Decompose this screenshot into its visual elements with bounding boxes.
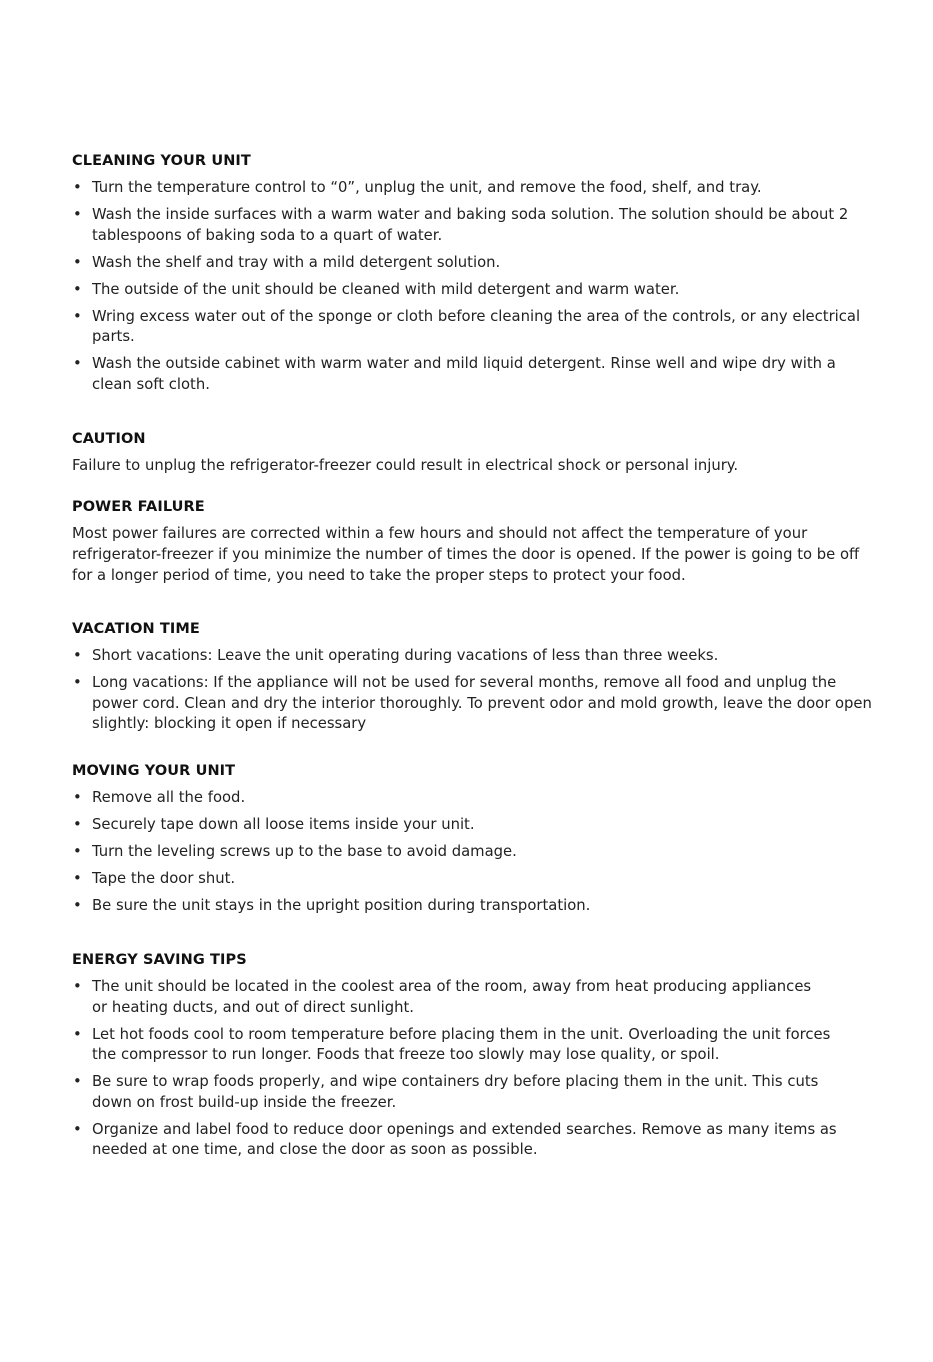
heading-moving-your-unit: MOVING YOUR UNIT <box>72 763 236 779</box>
list-item-text: Long vacations: If the appliance will not be used for several months, remove all food and unplug the power cord. Clean and dry the interior thoroughly. To prevent odor and mold growth, leave the door open slightly: blocking it open if necessary <box>92 674 872 732</box>
list-item-text: The unit should be located in the coolest area of the room, away from heat producing appliances or heating ducts, and out of direct sunlight. <box>92 978 812 1016</box>
heading-vacation-time: VACATION TIME <box>72 621 200 637</box>
bullet-icon: • <box>73 355 82 372</box>
list-item-text: Short vacations: Leave the unit operating during vacations of less than three weeks. <box>92 647 719 664</box>
bullet-icon: • <box>73 789 82 806</box>
heading-power-failure: POWER FAILURE <box>72 499 205 515</box>
heading-caution: CAUTION <box>72 431 146 447</box>
list-item <box>72 1025 858 1066</box>
moving-list <box>72 788 872 917</box>
list-item <box>72 646 872 667</box>
section-moving-your-unit <box>72 761 872 923</box>
list-item-text: Wring excess water out of the sponge or cloth before cleaning the area of the controls, or any electrical parts. <box>92 307 861 345</box>
vacation-list <box>72 646 872 735</box>
list-item <box>72 896 872 917</box>
bullet-icon: • <box>73 843 82 860</box>
bullet-icon: • <box>73 280 82 298</box>
list-item <box>72 354 862 395</box>
heading-cleaning-your-unit: CLEANING YOUR UNIT <box>72 153 251 169</box>
list-item <box>72 280 872 301</box>
heading-energy-saving-tips: ENERGY SAVING TIPS <box>72 952 247 968</box>
power-failure-text: Most power failures are corrected within a few hours and should not affect the temperature of your refrigerator-freezer if you minimize the number of times the door is opened. If the power is going to be off for a longer period of time, you need to take the proper steps to protect your food. <box>72 525 860 584</box>
bullet-icon: • <box>73 647 82 664</box>
section-vacation-time <box>72 619 872 741</box>
list-item <box>72 869 872 890</box>
list-item-text: Turn the leveling screws up to the base to avoid damage. <box>92 843 517 860</box>
caution-text: Failure to unplug the refrigerator-freezer could result in electrical shock or personal injury. <box>72 457 739 474</box>
list-item <box>72 178 872 199</box>
list-item-text: Wash the outside cabinet with warm water and mild liquid detergent. Rinse well and wipe dry with a clean soft cloth. <box>92 355 836 393</box>
list-item-text: Wash the inside surfaces with a warm water and baking soda solution. The solution should be about 2 tablespoons of baking soda to a quart of water. <box>92 206 849 244</box>
list-item-text: Let hot foods cool to room temperature before placing them in the unit. Overloading the unit forces the compressor to run longer. Foods that freeze too slowly may lose quality, or spoil. <box>92 1025 831 1063</box>
list-item-text: Turn the temperature control to “0”, unplug the unit, and remove the food, shelf, and tray. <box>92 179 762 196</box>
list-item-text: Wash the shelf and tray with a mild detergent solution. <box>92 253 501 271</box>
list-item-text: Remove all the food. <box>92 789 246 806</box>
bullet-icon: • <box>73 816 82 833</box>
list-item-text: Organize and label food to reduce door openings and extended searches. Remove as many items as needed at one time, and close the door as soon as possible. <box>92 1120 837 1158</box>
list-item-text: Securely tape down all loose items inside your unit. <box>92 816 475 833</box>
bullet-icon: • <box>73 674 82 691</box>
list-item <box>72 205 854 246</box>
list-item-text: Be sure to wrap foods properly, and wipe containers dry before placing them in the unit. This cuts down on frost build-up inside the freezer. <box>92 1073 819 1111</box>
list-item-text: The outside of the unit should be cleaned with mild detergent and warm water. <box>92 280 680 298</box>
list-item <box>72 815 872 836</box>
energy-list <box>72 977 872 1161</box>
bullet-icon: • <box>73 870 82 887</box>
list-item-text: Tape the door shut. <box>92 870 236 887</box>
bullet-icon: • <box>73 206 82 223</box>
bullet-icon: • <box>73 978 82 995</box>
section-energy-saving-tips <box>72 950 872 1167</box>
list-item <box>72 977 812 1018</box>
list-item-text: Be sure the unit stays in the upright position during transportation. <box>92 897 591 914</box>
bullet-icon: • <box>73 1073 82 1090</box>
section-power-failure <box>72 497 867 586</box>
list-item <box>72 1072 822 1113</box>
section-cleaning-your-unit <box>72 151 872 402</box>
list-item <box>72 1120 842 1161</box>
bullet-icon: • <box>73 307 82 325</box>
list-item <box>72 842 872 863</box>
list-item <box>72 253 872 274</box>
bullet-icon: • <box>73 253 82 271</box>
cleaning-list <box>72 178 872 395</box>
bullet-icon: • <box>73 897 82 914</box>
bullet-icon: • <box>73 1120 82 1138</box>
list-item <box>72 307 870 348</box>
list-item <box>72 788 872 809</box>
bullet-icon: • <box>73 1025 82 1043</box>
section-caution <box>72 429 872 476</box>
list-item <box>72 673 877 735</box>
bullet-icon: • <box>73 179 82 196</box>
